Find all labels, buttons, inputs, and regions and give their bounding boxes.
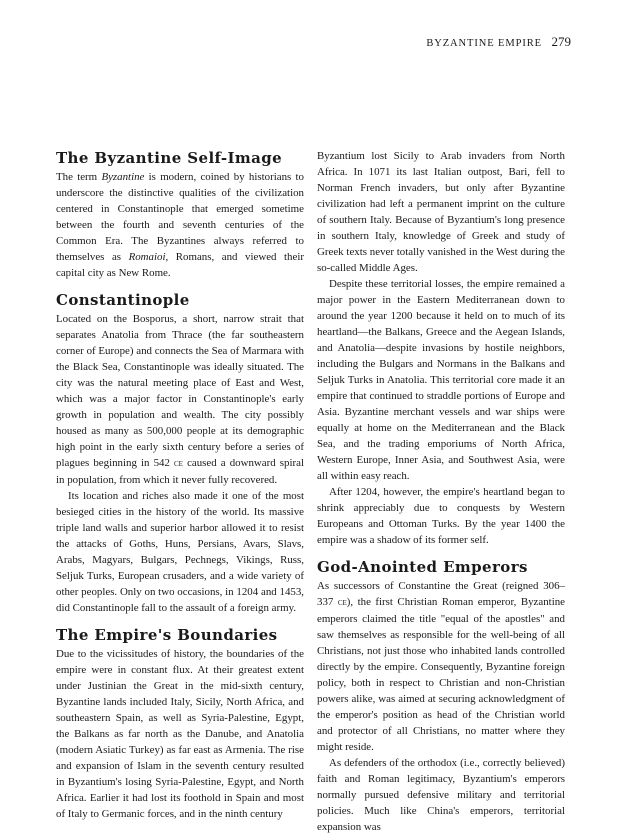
running-head [426,34,571,50]
paragraph-boundaries-2: Despite these territorial losses, the empire remained a major power in the Eastern Mediterranean down to around the year 1200 because it held on to much of its heartland—the Balkans, Greece and the Aegean Islands, and Anatolia—despite invasions by hostile neighbors, including the Bulgars and Normans in the Balkans and Seljuk Turks in Anatolia. This territorial core made it an empire that continued to straddle portions of Europe and Asia. Byzantine merchant vessels and war ships were equally at home on the Mediterranean and the Black Sea, and the trading emporiums of North Africa, Western Europe, Inner Asia, and Southwest Asia, were all within easy reach. [317,278,565,482]
paragraph-self-image [56,169,304,281]
heading-emperors: God-Anointed Emperors [317,558,528,576]
paragraph-boundaries-3: After 1204, however, the empire's heartland began to shrink appreciably due to conquests by Western Europeans and Ottoman Turks. By the year 1400 the empire was a shadow of its former self. [317,486,565,546]
text-run: As successors of Constantine the Great (reigned 306–337 [317,580,565,608]
italic-term: Romaioi [128,251,166,263]
heading-constantinople: Constantinople [56,291,190,309]
text-run: ), the first Christian Roman emperor, Byzantine emperors claimed the title "equal of the apostles" and saw themselves as responsible for the well-being of all Christians, not just those who inhabited lands controlled directly by the empire. Consequently, Byzantine foreign policy, both in respect to Christian and non-Christian powers alike, was aimed at securing acknowledgment of the emperor's position as head of the Christian world and protector of all Christians, no matter where they might reside. [317,596,565,753]
paragraph-boundaries-1: Due to the vicissitudes of history, the boundaries of the empire were in constant flux. At their greatest extent under Justinian the Great in the mid-sixth century, Byzantine lands included Italy, Sicily, North Africa, and southeastern Spain, as well as Syria-Palestine, Egypt, the Balkans as far north as the Danube, and Anatolia (modern Asiatic Turkey) as far east as Armenia. The rise and expansion of Islam in the seventh century resulted in Byzantium's losing Syria-Palestine, Egypt, and North Africa. Earlier it had lost its foothold in Spain and most of Italy to Germanic forces, and in the ninth century [56,648,304,820]
running-head-title: BYZANTINE EMPIRE [426,38,542,49]
paragraph-constantinople-1 [56,311,304,488]
page-number: 279 [551,34,571,49]
italic-term: Byzantine [101,171,145,183]
text-run: The term [56,171,102,183]
era-abbreviation: ce [174,458,183,469]
paragraph-emperors-1 [317,578,565,755]
text-run: is modern, coined by historians to underscore the distinctive qualities of the civilization centered in Constantinople that emerged sometime between the fourth and seventh centuries of the Common Era. The Byzantines always referred to themselves as [56,171,304,263]
paragraph-constantinople-2: Its location and riches also made it one of the most besieged cities in the history of the world. Its massive triple land walls and superior harbor allowed it to resist the attacks of Goths, Huns, Persians, Avars, Slavs, Arabs, Magyars, Bulgars, Pechnegs, Vikings, Russ, Seljuk Turks, European crusaders, and a wide variety of other peoples. Only on two occasions, in 1204 and 1453, did Constantinople fall to the assault of a foreign army. [56,490,304,614]
era-abbreviation: ce [337,597,347,608]
text-run: , Romans, and viewed their capital city as New Rome. [56,251,304,279]
text-run: caused a downward spiral in population, from which it never fully recovered. [56,457,304,486]
right-column [317,148,565,835]
paragraph-boundaries-continued: Byzantium lost Sicily to Arab invaders from North Africa. In 1071 its last Italian outpost, Bari, fell to Norman French invaders, but only after Byzantine civilization had left a permanent imprint on the culture of southern Italy. Because of Byzantium's long presence in southern Italy, knowledge of Greek and study of Greek texts never totally vanished in the West during the so-called Middle Ages. [317,150,565,274]
heading-boundaries: The Empire's Boundaries [56,626,278,644]
heading-self-image: The Byzantine Self-Image [56,149,283,167]
paragraph-emperors-2: As defenders of the orthodox (i.e., correctly believed) faith and Roman legitimacy, Byzantium's emperors normally pursued defensive military and territorial policies. Much like China's emperors, territorial expansion was [317,757,565,833]
left-column [56,148,304,822]
text-run: Located on the Bosporus, a short, narrow strait that separates Anatolia from Thrace (the far southeastern corner of Europe) and connects the Sea of Marmara with the Black Sea, Constantinople was ideally situated. The city was the natural meeting place of East and West, which was a major factor in Constantinople's early growth in population and wealth. The city possibly housed as many as 500,000 people at its demographic high point in the early sixth century before a series of plagues beginning in 542 [56,313,304,469]
